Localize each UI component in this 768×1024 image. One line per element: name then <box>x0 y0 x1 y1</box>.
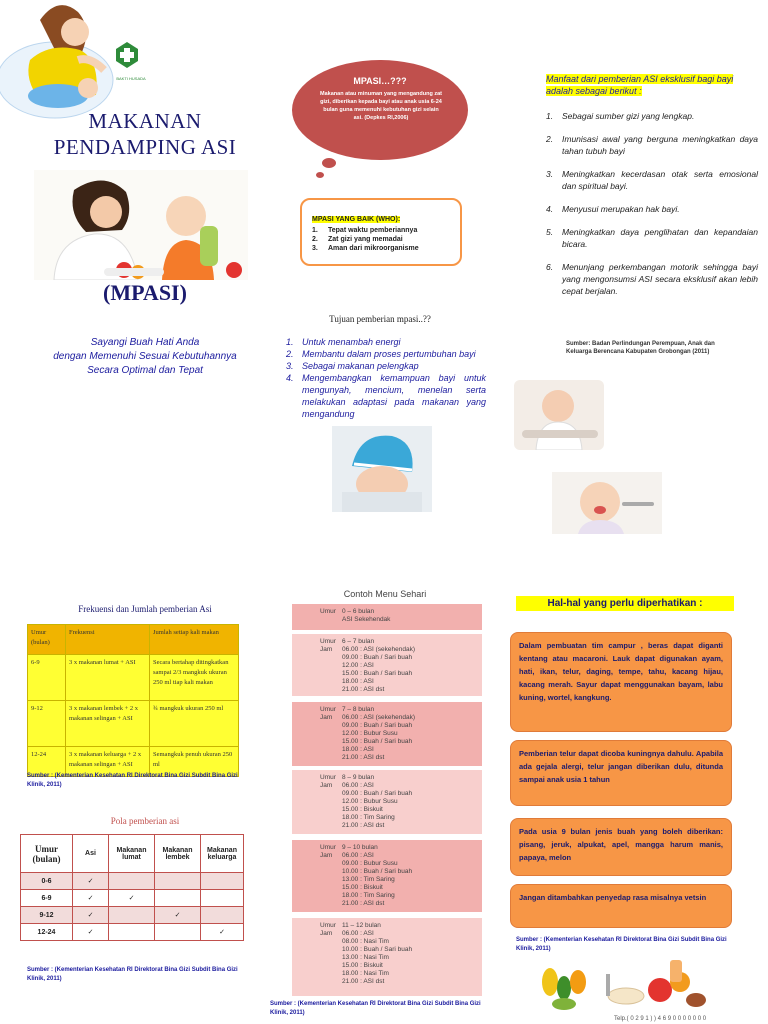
item-num: 1. <box>312 227 318 234</box>
item-num: 1. <box>546 111 554 121</box>
item-text: Imunisasi awal yang berguna meningkatkan daya tahan tubuh bayi <box>562 134 758 156</box>
menu-rows <box>320 714 482 762</box>
table-header-row <box>21 835 244 873</box>
cover-tagline <box>20 336 270 378</box>
table-row <box>21 890 244 907</box>
jam-label: Jam <box>320 714 333 721</box>
table-cell: 3 x makanan keluarga + 2 x makanan selingan + ASI <box>66 747 150 777</box>
menu-age-line <box>320 706 482 714</box>
item-text: Sebagai makanan pelengkap <box>302 361 419 371</box>
item-num: 3. <box>286 361 294 371</box>
tujuan-title: Tujuan pemberian mpasi..?? <box>329 314 431 324</box>
menu-row: 06.00 : ASI <box>342 782 374 789</box>
table-cell <box>109 907 155 924</box>
menu-row: 15.00 : Buah / Sari buah <box>342 670 413 677</box>
check-icon: ✓ <box>155 907 201 924</box>
menu-row: 13.00 : Tim Saring <box>342 876 395 883</box>
header-cell: Umur (bulan) <box>28 625 66 655</box>
list-item <box>546 168 758 192</box>
menu-age: 0 – 6 bulan <box>342 608 375 615</box>
table-cell <box>155 924 201 941</box>
menu-row: ASI Sekehendak <box>342 616 391 623</box>
menu-block-7-8 <box>292 702 482 766</box>
cover-title-line2: PENDAMPING ASI <box>53 135 237 159</box>
header-cell: Frekuensi <box>66 625 150 655</box>
item-num: 3. <box>546 169 554 179</box>
umur-label: Umur <box>320 774 336 781</box>
menu-row: 15.00 : Buah / Sari buah <box>342 738 413 745</box>
tagline-line2: dengan Memenuhi Sesuai Kebutuhannya <box>53 351 237 362</box>
menu-row: 21.00 : ASI dst <box>342 978 385 985</box>
menu-age-line <box>320 774 482 782</box>
menu-row: 15.00 : Biskuit <box>342 962 383 969</box>
list-item <box>546 110 758 122</box>
table-cell <box>201 890 244 907</box>
menu-row: 18.00 : Tim Saring <box>342 892 395 899</box>
header-cell: Umur (bulan) <box>21 835 73 873</box>
item-text: Menyusui merupakan hak bayi. <box>562 204 680 214</box>
baby-eating-photo <box>552 472 662 534</box>
table-cell: 12-24 <box>28 747 66 777</box>
menu-age: 8 – 9 bulan <box>342 774 375 781</box>
item-text: Sebagai sumber gizi yang lengkap. <box>562 111 695 121</box>
menu-row: 21.00 : ASI dst <box>342 900 385 907</box>
menu-age: 9 – 10 bulan <box>342 844 378 851</box>
bubble-tail <box>322 158 336 168</box>
table-row <box>28 655 239 701</box>
list-item <box>546 203 758 215</box>
check-icon: ✓ <box>201 924 244 941</box>
manfaat-title <box>546 73 742 97</box>
table-cell: 6-9 <box>21 890 73 907</box>
frekuensi-source: Sumber : (Kementerian Kesehatan RI Direktorat Bina Gizi Subdit Bina Gizi Klinik, 2011) <box>27 773 238 788</box>
menu-row: 18.00 : ASI <box>342 746 374 753</box>
item-num: 4. <box>546 204 554 214</box>
menu-age: 11 – 12 bulan <box>342 922 381 929</box>
table-cell: 3 x makanan lembek + 2 x makanan selingan + ASI <box>66 701 150 747</box>
menu-row: 15.00 : Biskuit <box>342 806 383 813</box>
item-text: Aman dari mikroorganisme <box>328 245 419 252</box>
menu-row: 06.00 : ASI (sekehendak) <box>342 646 415 653</box>
table-cell: Semangkuk penuh ukuran 250 ml <box>150 747 239 777</box>
menu-row: 08.00 : Nasi Tim <box>342 938 389 945</box>
item-text: Tepat waktu pemberiannya <box>328 227 418 234</box>
item-text: Mengembangkan kemampuan bayi untuk mengunyah, mencium, menelan serta melakukan adaptasi pada makanan yang mengandung <box>302 373 486 419</box>
menu-row: 10.00 : Buah / Sari buah <box>342 946 413 953</box>
menu-block-6-7 <box>292 634 482 696</box>
menu-row: 21.00 : ASI dst <box>342 754 385 761</box>
check-icon: ✓ <box>109 890 155 907</box>
jam-label: Jam <box>320 782 333 789</box>
list-item <box>312 226 450 235</box>
tagline-line3: Secara Optimal dan Tepat <box>87 365 203 376</box>
table-cell: ¾ mangkuk ukuran 250 ml <box>150 701 239 747</box>
menu-row: 13.00 : Nasi Tim <box>342 954 389 961</box>
header-cell: Asi <box>73 835 109 873</box>
jam-label: Jam <box>320 930 333 937</box>
menu-rows <box>320 782 482 830</box>
check-icon: ✓ <box>73 873 109 890</box>
table-cell: 0-6 <box>21 873 73 890</box>
menu-age-line <box>320 844 482 852</box>
baby-in-chair-photo <box>514 380 604 450</box>
table-cell: 9-12 <box>28 701 66 747</box>
item-num: 2. <box>546 134 554 144</box>
table-row <box>21 924 244 941</box>
header-cell: Jumlah setiap kali makan <box>150 625 239 655</box>
who-box <box>300 198 462 266</box>
menu-row: 12.00 : ASI <box>342 662 374 669</box>
menu-rows <box>320 852 482 908</box>
menu-age: 7 – 8 bulan <box>342 706 375 713</box>
menu-row-list <box>342 646 415 694</box>
who-list <box>312 226 450 253</box>
umur-label: Umur <box>320 608 336 615</box>
item-num: 5. <box>546 227 554 237</box>
menu-row: 06.00 : ASI <box>342 852 374 859</box>
health-logo <box>112 40 142 74</box>
menu-row: 06.00 : ASI (sekehendak) <box>342 714 415 721</box>
pola-table <box>20 834 244 941</box>
menu-row: 18.00 : ASI <box>342 678 374 685</box>
item-num: 6. <box>546 262 554 272</box>
menu-age: 6 – 7 bulan <box>342 638 375 645</box>
table-row <box>28 701 239 747</box>
item-text: Menunjang perkembangan motorik sehingga bayi yang mengonsumsi ASI secara eksklusif akan lebih cepat berjalan. <box>562 262 758 296</box>
list-item <box>312 235 450 244</box>
cover-title <box>20 108 270 160</box>
menu-block-0-6 <box>292 604 482 630</box>
menu-rows <box>320 930 482 986</box>
cover-title-line1: MAKANAN <box>88 109 202 133</box>
table-cell: Secara bertahap ditingkatkan sampai 2/3 mangkuk ukuran 250 ml tiap kali makan <box>150 655 239 701</box>
check-icon: ✓ <box>73 907 109 924</box>
item-text: Meningkatkan daya penglihatan dan kepandaian bicara. <box>562 227 758 249</box>
note-box-1: Dalam pembuatan tim campur , beras dapat diganti kentang atau macaroni. Lauk dapat digunakan ayam, hati, ikan, telur, daging, tempe, tahu, kacang hijau, kacang merah. Sayur dapat menggunakan bayam, labu kuning, wortel, kangkung. <box>510 632 732 732</box>
table-cell: 12-24 <box>21 924 73 941</box>
menu-row: 06.00 : ASI <box>342 930 374 937</box>
menu-title: Contoh Menu Sehari <box>343 589 427 599</box>
menu-row-list <box>342 852 412 908</box>
list-item <box>286 348 486 360</box>
menu-age-line <box>320 922 482 930</box>
table-header-row <box>28 625 239 655</box>
footer-phone: Telp.( 0 2 9 1 ) ) 4 6 9 0 0 0 0 0 0 0 <box>614 1016 707 1022</box>
menu-row: 21.00 : ASI dst <box>342 822 385 829</box>
header-cell: Makanan lumat <box>109 835 155 873</box>
umur-label: Umur <box>320 844 336 851</box>
menu-row: 09.00 : Bubur Susu <box>342 860 398 867</box>
list-item <box>286 360 486 372</box>
menu-row: 18.00 : Nasi Tim <box>342 970 389 977</box>
menu-row: 09.00 : Buah / Sari buah <box>342 654 413 661</box>
definition-title: MPASI…??? <box>353 76 407 86</box>
note-box-4: Jangan ditambahkan penyedap rasa misalnya vetsin <box>510 884 732 928</box>
pola-source: Sumber : (Kementerian Kesehatan RI Direktorat Bina Gizi Subdit Bina Gizi Klinik, 2011) <box>27 967 238 982</box>
menu-row-list <box>342 930 412 986</box>
list-item <box>546 261 758 297</box>
manfaat-source: Sumber: Badan Perlindungan Perempuan, Anak dan Keluarga Berencana Kabupaten Grobongan (2011) <box>566 341 715 355</box>
definition-text: Makanan atau minuman yang mengandung zat gizi, diberikan kepada bayi atau anak usia 6-24 bulan guna memenuhi kebutuhan gizi selain asi. (Depkes RI,2006) <box>320 91 442 121</box>
table-cell <box>201 873 244 890</box>
item-text: Meningkatkan kecerdasan otak serta emosional dan spiritual bayi. <box>562 169 758 191</box>
menu-row: 09.00 : Buah / Sari buah <box>342 722 413 729</box>
menu-row: 18.00 : Tim Saring <box>342 814 395 821</box>
table-row <box>21 907 244 924</box>
item-text: Zat gizi yang memadai <box>328 236 403 243</box>
table-cell <box>109 873 155 890</box>
table-cell <box>155 873 201 890</box>
frekuensi-title: Frekuensi dan Jumlah pemberian Asi <box>78 604 212 614</box>
table-cell: 9-12 <box>21 907 73 924</box>
table-cell <box>155 890 201 907</box>
manfaat-title-text: Manfaat dari pemberian ASI eksklusif bagi bayi adalah sebagai berikut : <box>546 74 734 96</box>
table-cell: 6-9 <box>28 655 66 701</box>
check-icon: ✓ <box>73 924 109 941</box>
note-box-3: Pada usia 9 bulan jenis buah yang boleh diberikan: pisang, jeruk, alpukat, apel, mangga harum manis, papaya, melon <box>510 818 732 876</box>
item-text: Membantu dalam proses pertumbuhan bayi <box>302 349 476 359</box>
jam-label: Jam <box>320 852 333 859</box>
manfaat-list <box>546 110 758 308</box>
umur-label: Umur <box>320 922 336 929</box>
umur-label: Umur <box>320 706 336 713</box>
sleeping-baby-photo <box>332 426 432 512</box>
header-cell: Makanan keluarga <box>201 835 244 873</box>
menu-row: 10.00 : Buah / Sari buah <box>342 868 413 875</box>
table-row <box>21 873 244 890</box>
item-num: 2. <box>312 236 318 243</box>
mother-feeding-baby-photo <box>34 170 248 280</box>
menu-age-line <box>320 638 482 646</box>
list-item <box>286 336 486 348</box>
table-cell <box>201 907 244 924</box>
menu-row: 12.00 : Bubur Susu <box>342 730 398 737</box>
table-cell <box>109 924 155 941</box>
header-cell: Makanan lembek <box>155 835 201 873</box>
list-item <box>546 226 758 250</box>
mother-baby-illustration <box>0 0 125 120</box>
menu-source: Sumber : (Kementerian Kesehatan RI Direktorat Bina Gizi Subdit Bina Gizi Klinik, 2011) <box>270 1001 481 1016</box>
menu-row: 21.00 : ASI dst <box>342 686 385 693</box>
who-title: MPASI YANG BAIK (WHO): <box>312 216 401 223</box>
menu-row-list <box>342 782 412 830</box>
menu-age-line <box>320 608 482 616</box>
item-num: 1. <box>286 337 294 347</box>
check-icon: ✓ <box>73 890 109 907</box>
tujuan-list <box>286 336 486 420</box>
item-num: 2. <box>286 349 294 359</box>
tagline-line1: Sayangi Buah Hati Anda <box>90 337 200 348</box>
hal-title: Hal-hal yang perlu diperhatikan : <box>516 596 734 611</box>
menu-block-9-10 <box>292 840 482 912</box>
item-num: 3. <box>312 245 318 252</box>
menu-rows <box>320 646 482 694</box>
menu-block-11-12 <box>292 918 482 996</box>
menu-row: 12.00 : Bubur Susu <box>342 798 398 805</box>
list-item <box>546 133 758 157</box>
logo-caption: BAKTI HUSADA <box>116 76 146 81</box>
menu-row-list <box>342 714 415 762</box>
menu-row: 15.00 : Biskuit <box>342 884 383 891</box>
list-item <box>286 372 486 420</box>
menu-block-8-9 <box>292 770 482 834</box>
cover-abbr: (MPASI) <box>103 280 187 305</box>
item-text: Untuk menambah energi <box>302 337 401 347</box>
list-item <box>312 244 450 253</box>
item-num: 4. <box>286 373 294 383</box>
hal-source: Sumber : (Kementerian Kesehatan RI Direktorat Bina Gizi Subdit Bina Gizi Klinik, 2011) <box>516 937 727 952</box>
umur-label: Umur <box>320 638 336 645</box>
menu-row: 09.00 : Buah / Sari buah <box>342 790 413 797</box>
table-cell: 3 x makanan lumat + ASI <box>66 655 150 701</box>
note-box-2: Pemberian telur dapat dicoba kuningnya dahulu. Apabila ada gejala alergi, telur jangan diberikan dulu, ditunda sampai anak usia 1 tahun <box>510 740 732 806</box>
baby-food-illustration <box>540 952 710 1014</box>
bubble-tail-small <box>316 172 324 178</box>
frekuensi-table <box>27 624 239 777</box>
pola-title: Pola pemberian asi <box>110 816 180 826</box>
jam-label: Jam <box>320 646 333 653</box>
